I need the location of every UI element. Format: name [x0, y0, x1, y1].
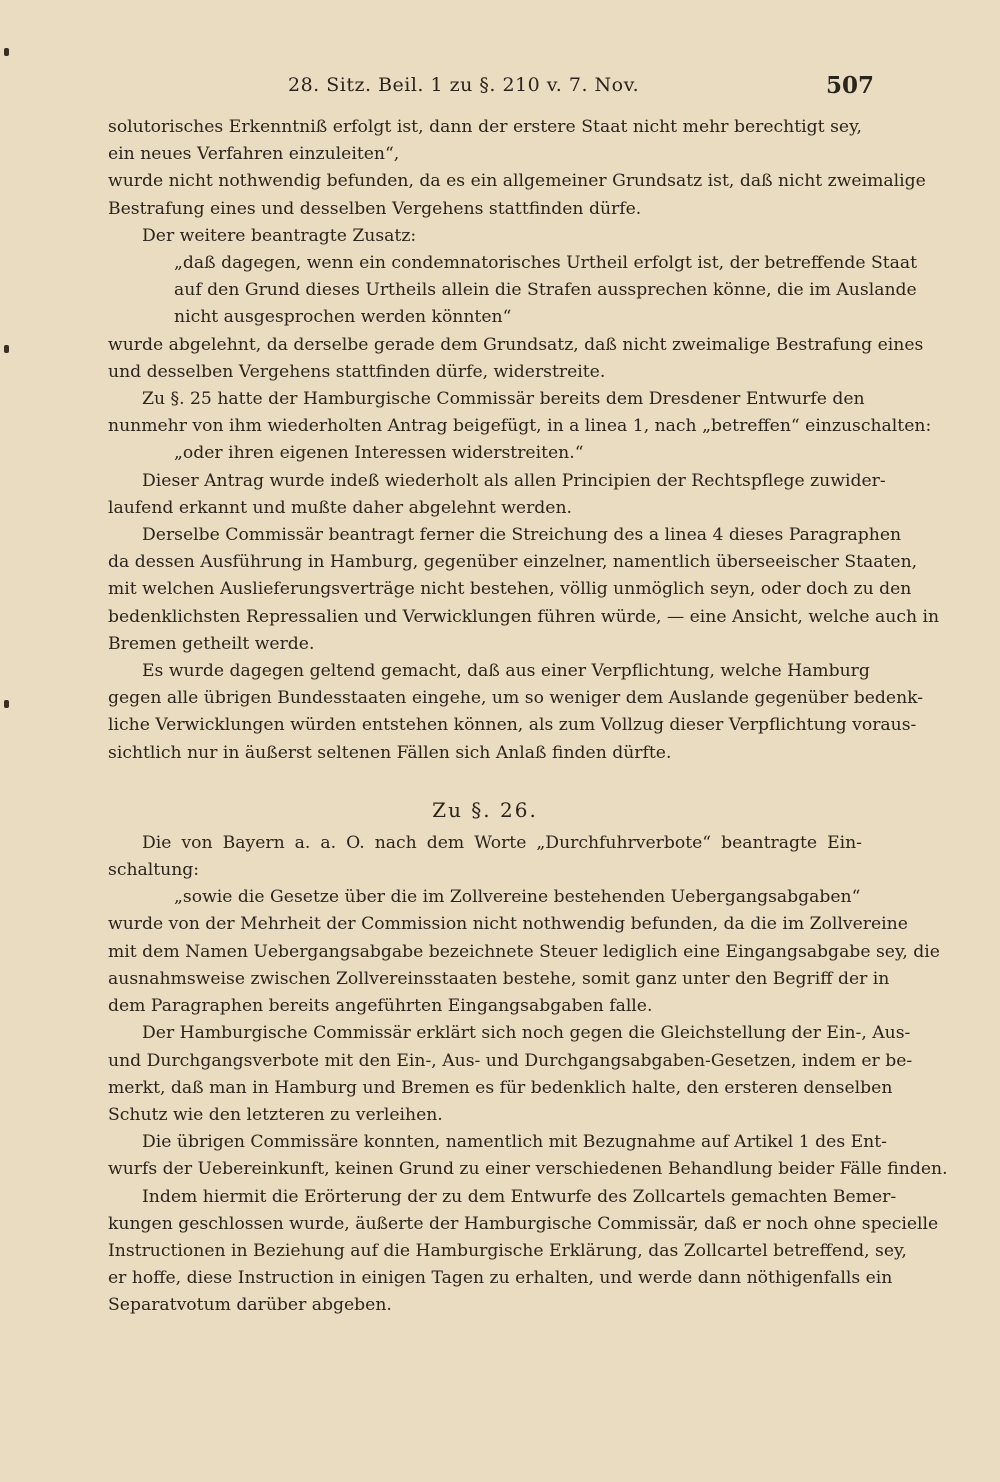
text-line: mit welchen Auslieferungsverträge nicht bestehen, völlig unmöglich seyn, oder doch zu den	[108, 579, 912, 600]
text-line: merkt, daß man in Hamburg und Bremen es für bedenklich halte, den ersteren denselben	[108, 1077, 893, 1098]
text-line: Separatvotum darüber abgeben.	[108, 1295, 392, 1316]
text-line: mit dem Namen Uebergangsabgabe bezeichnete Steuer lediglich eine Eingangsabgabe sey, die	[108, 941, 940, 962]
text-line: Bestrafung eines und desselben Vergehens stattfinden dürfe.	[108, 198, 642, 219]
text-line: „daß dagegen, wenn ein condemnatorisches Urtheil erfolgt ist, der betreffende Staat	[174, 253, 918, 274]
text-line: laufend erkannt und mußte daher abgelehnt werden.	[108, 497, 573, 518]
text-line: Dieser Antrag wurde indeß wiederholt als allen Principien der Rechtspflege zuwider-	[142, 470, 886, 491]
text-line: Bremen getheilt werde.	[108, 633, 315, 654]
text-line: ein neues Verfahren einzuleiten“,	[108, 144, 400, 165]
text-line: ausnahmsweise zwischen Zollvereinsstaaten bestehe, somit ganz unter den Begriff der in	[108, 968, 890, 989]
text-line: schaltung:	[108, 860, 200, 881]
text-line: sichtlich nur in äußerst seltenen Fällen sich Anlaß finden dürfte.	[108, 742, 672, 763]
text-line: da dessen Ausführung in Hamburg, gegenüber einzelner, namentlich überseeischer Staaten,	[108, 552, 918, 573]
text-line: und Durchgangsverbote mit den Ein-, Aus- und Durchgangsabgaben-Gesetzen, indem er be-	[108, 1050, 913, 1071]
text-line: wurfs der Uebereinkunft, keinen Grund zu einer verschiedenen Behandlung beider Fälle finden.	[108, 1159, 948, 1180]
text-line: auf den Grund dieses Urtheils allein die Strafen aussprechen könne, die im Auslande	[174, 280, 917, 301]
text-line: Instructionen in Beziehung auf die Hamburgische Erklärung, das Zollcartel betreffend, sey,	[108, 1240, 907, 1261]
section-spacer	[108, 767, 862, 793]
text-line: Der Hamburgische Commissär erklärt sich noch gegen die Gleichstellung der Ein-, Aus-	[142, 1023, 911, 1044]
running-head: 28. Sitz. Beil. 1 zu §. 210 v. 7. Nov.	[288, 74, 640, 96]
text-line: Derselbe Commissär beantragt ferner die Streichung des a linea 4 dieses Paragraphen	[142, 525, 902, 546]
text-line: „sowie die Gesetze über die im Zollvereine bestehenden Uebergangsabgaben“	[174, 887, 861, 908]
text-line: er hoffe, diese Instruction in einigen Tagen zu erhalten, und werde dann nöthigenfalls ein	[108, 1268, 893, 1289]
text-line: bedenklichsten Repressalien und Verwicklungen führen würde, — eine Ansicht, welche auch in	[108, 606, 940, 627]
section-heading: Zu §. 26.	[432, 797, 538, 822]
text-line: nunmehr von ihm wiederholten Antrag beigefügt, in a linea 1, nach „betreffen“ einzuschalten:	[108, 416, 932, 437]
text-line: Schutz wie den letzteren zu verleihen.	[108, 1104, 443, 1125]
text-line: Die von Bayern a. a. O. nach dem Worte „Durchfuhrverbote“ beantragte Ein-	[142, 832, 862, 853]
text-line: dem Paragraphen bereits angeführten Eingangsabgaben falle.	[108, 996, 653, 1017]
text-line: wurde von der Mehrheit der Commission nicht nothwendig befunden, da die im Zollvereine	[108, 914, 908, 935]
text-line: Indem hiermit die Erörterung der zu dem Entwurfe des Zollcartels gemachten Bemer-	[142, 1186, 897, 1207]
binding-mark-middle	[4, 345, 9, 353]
text-line: gegen alle übrigen Bundesstaaten eingehe, um so weniger dem Auslande gegenüber bedenk-	[108, 688, 924, 709]
text-line: Zu §. 25 hatte der Hamburgische Commissär bereits dem Dresdener Entwurfe den	[142, 389, 865, 410]
text-line: und desselben Vergehens stattfinden dürfe, widerstreite.	[108, 361, 606, 382]
body-text	[108, 114, 948, 1320]
text-line: Der weitere beantragte Zusatz:	[142, 225, 417, 246]
text-line: wurde abgelehnt, da derselbe gerade dem Grundsatz, daß nicht zweimalige Bestrafung eines	[108, 334, 924, 355]
binding-mark-top	[4, 48, 9, 56]
text-line: Es wurde dagegen geltend gemacht, daß aus einer Verpflichtung, welche Hamburg	[142, 661, 870, 682]
binding-mark-lower	[4, 700, 9, 708]
page-number: 507	[826, 72, 875, 99]
text-line: Die übrigen Commissäre konnten, namentlich mit Bezugnahme auf Artikel 1 des Ent-	[142, 1132, 887, 1153]
text-line: wurde nicht nothwendig befunden, da es ein allgemeiner Grundsatz ist, daß nicht zweimalige	[108, 171, 926, 192]
text-line: solutorisches Erkenntniß erfolgt ist, dann der erstere Staat nicht mehr berechtigt sey,	[108, 117, 862, 137]
text-line: liche Verwicklungen würden entstehen können, als zum Vollzug dieser Verpflichtung voraus-	[108, 715, 917, 736]
text-line: „oder ihren eigenen Interessen widerstreiten.“	[174, 443, 584, 464]
text-line: kungen geschlossen wurde, äußerte der Hamburgische Commissär, daß er noch ohne specielle	[108, 1213, 939, 1234]
page-header	[0, 74, 1000, 106]
text-line: nicht ausgesprochen werden könnten“	[174, 307, 512, 328]
